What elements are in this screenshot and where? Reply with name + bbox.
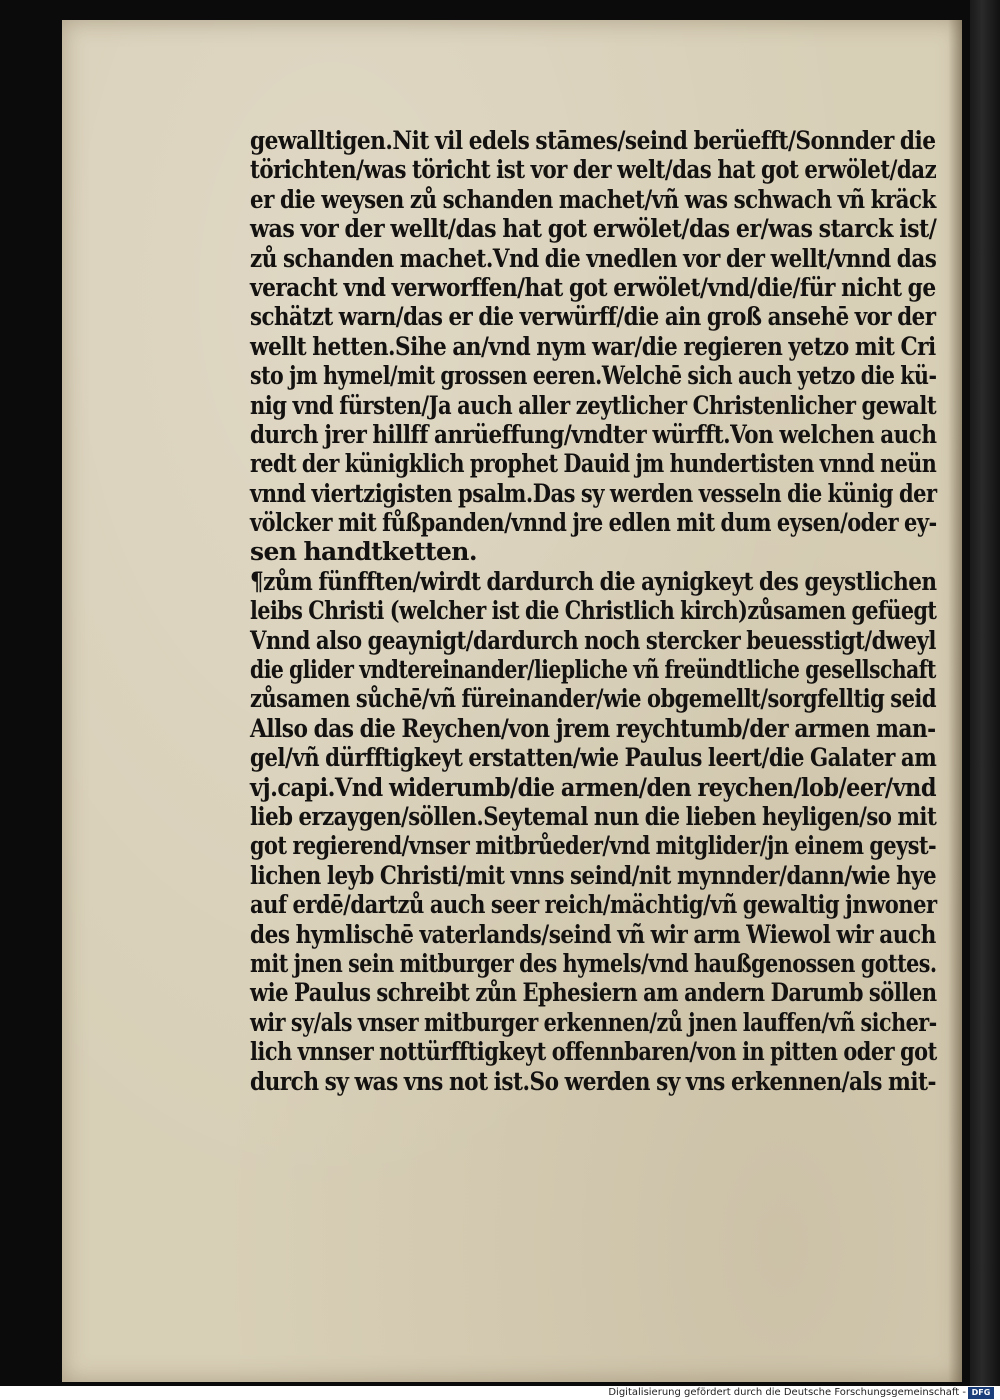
text-line: wellt hetten.Sihe an/vnd nym war/die regieren yetzo mit Cri	[250, 331, 936, 361]
text-line: vnnd viertzigisten psalm.Das sy werden vesseln die künig der	[250, 478, 937, 508]
text-line: was vor der wellt/das hat got erwölet/das er/was starck ist/	[250, 214, 937, 244]
text-line: lieb erzaygen/söllen.Seytemal nun die lieben heyligen/so mit	[250, 801, 937, 831]
text-line: durch jrer hillff anrüeffung/vndter würfft.Von welchen auch	[250, 419, 937, 449]
text-line: Vnnd also geaynigt/dardurch noch stercker beuesstigt/dweyl	[250, 625, 936, 655]
text-line: lich vnnser nottürfftigkeyt offennbaren/von in pitten oder got	[250, 1037, 937, 1067]
text-line: redt der künigklich prophet Dauid jm hundertisten vnnd neün	[250, 449, 937, 479]
text-line: wie Paulus schreibt zůn Ephesiern am andern Darumb söllen	[250, 978, 937, 1008]
text-line: durch sy was vns not ist.So werden sy vns erkennen/als mit-	[250, 1066, 936, 1096]
text-line: schätzt warn/das er die verwürff/die ain groß ansehē vor der	[250, 302, 936, 332]
binding-strip	[970, 0, 1000, 1386]
book-page	[62, 20, 962, 1382]
text-line: sto jm hymel/mit grossen eeren.Welchē sich auch yetzo die kü-	[250, 361, 937, 391]
text-line: Allso das die Reychen/von jrem reychtumb/der armen man-	[250, 713, 936, 743]
text-line: mit jnen sein mitburger des hymels/vnd haußgenossen gottes.	[250, 948, 937, 978]
funding-credit: Digitalisierung gefördert durch die Deutsche Forschungsgemeinschaft -	[608, 1387, 966, 1398]
text-line: lichen leyb Christi/mit vnns seind/nit mynnder/dann/wie hye	[250, 860, 937, 890]
text-line: gel/vñ dürfftigkeyt erstatten/wie Paulus leert/die Galater am	[250, 743, 937, 773]
text-line: nig vnd fürsten/Ja auch aller zeytlicher Christenlicher gewalt	[250, 390, 937, 420]
text-line: völcker mit fůßpanden/vnnd jre edlen mit dum eysen/oder ey-	[250, 508, 937, 538]
text-line: auf erdē/dartzů auch seer reich/mächtig/vñ gewaltig jnwoner	[250, 890, 937, 920]
text-block	[250, 126, 936, 1096]
text-line: törichten/was töricht ist vor der welt/das hat got erwölet/daz	[250, 155, 937, 185]
footer-bar	[0, 1386, 1000, 1400]
text-line: die glider vndtereinander/liepliche vñ freündtliche gesellschaft	[250, 655, 936, 685]
dfg-logo: DFG	[968, 1387, 994, 1399]
text-line: veracht vnd verworffen/hat got erwölet/vnd/die/für nicht ge	[250, 272, 936, 302]
text-line: leibs Christi (welcher ist die Christlich kirch)zůsamen gefüegt	[250, 596, 937, 626]
page-edge-shadow	[948, 20, 962, 1382]
text-line: zůsamen sůchē/vñ füreinander/wie obgemellt/sorgfelltig seid	[250, 684, 937, 714]
text-line: gewalltigen.Nit vil edels stāmes/seind berüefft/Sonnder die	[250, 126, 936, 155]
text-line: des hymlischē vaterlands/seind vñ wir arm Wiewol wir auch	[250, 919, 936, 949]
text-line: sen handtketten.	[250, 537, 477, 567]
text-line: vj.capi.Vnd widerumb/die armen/den reychen/lob/eer/vnd	[250, 772, 936, 802]
text-line: got regierend/vnser mitbrůeder/vnd mitglider/jn einem geyst-	[250, 831, 937, 861]
text-line: ¶zům fünfften/wirdt dardurch die aynigkeyt des geystlichen	[250, 566, 937, 596]
text-line: zů schanden machet.Vnd die vnedlen vor der wellt/vnnd das	[250, 243, 937, 273]
text-line: wir sy/als vnser mitburger erkennen/zů jnen lauffen/vñ sicher-	[250, 1007, 937, 1037]
text-line: er die weysen zů schanden machet/vñ was schwach vñ kräck	[250, 184, 936, 214]
